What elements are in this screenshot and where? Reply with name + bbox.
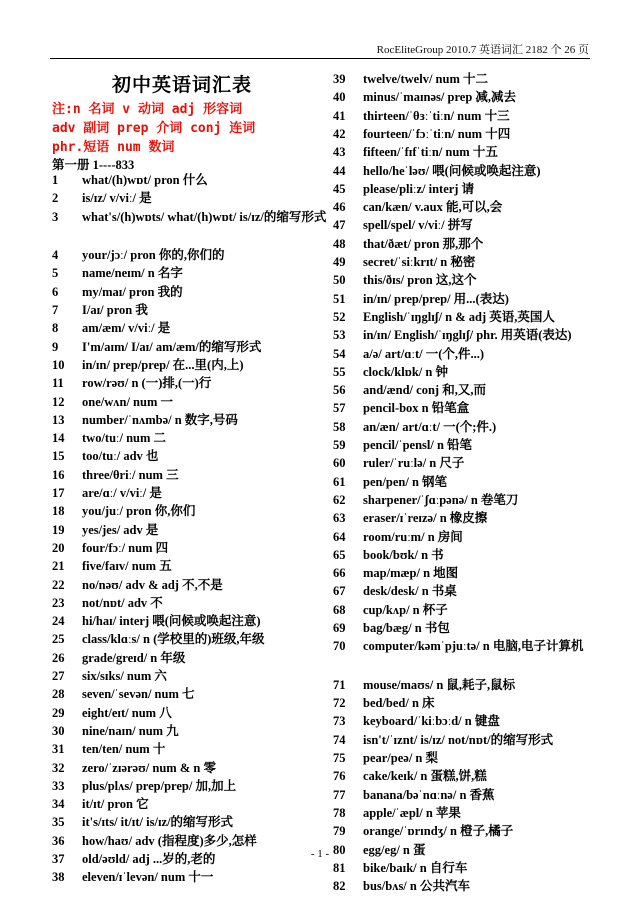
entry-number: 79 — [333, 824, 346, 839]
entry-number: 55 — [333, 364, 346, 379]
entry-number: 56 — [333, 383, 346, 398]
vocab-entry — [333, 620, 450, 636]
entry-text: in/ɪn/ English/ˈɪŋglɪʃ/ phr. 用英语(表达) — [363, 328, 572, 343]
entry-number: 67 — [333, 584, 346, 599]
entry-number: 68 — [333, 602, 346, 617]
entry-number: 76 — [333, 769, 346, 784]
entry-text: zero/ˈzɪərəʊ/ num & n 零 — [82, 760, 216, 775]
vocab-entry — [52, 796, 149, 812]
entry-text: too/tuː/ adv 也 — [82, 449, 159, 464]
entry-text: ten/ten/ num 十 — [82, 742, 166, 757]
entry-text: an/æn/ art/ɑːt/ 一(个;件.) — [363, 419, 497, 434]
vocab-entry — [333, 474, 447, 490]
entry-text: can/kæn/ v.aux 能,可以,会 — [363, 200, 503, 215]
legend-line-1: 注:n 名词 v 动词 adj 形容词 — [52, 102, 243, 117]
entry-number: 2 — [52, 191, 59, 206]
vocab-entry — [333, 510, 487, 526]
entry-text: it/ɪt/ pron 它 — [82, 797, 149, 812]
entry-text: six/sɪks/ num 六 — [82, 669, 167, 683]
entry-text: pencil-box n 铅笔盒 — [363, 401, 470, 416]
vocab-entry — [333, 126, 510, 142]
entry-text: eraser/ɪˈreɪzə/ n 橡皮擦 — [363, 511, 488, 526]
entry-text: spell/spel/ v/viː/ 拼写 — [363, 218, 473, 233]
entry-number: 10 — [52, 357, 65, 372]
vocab-entry — [52, 320, 170, 336]
entry-text: minus/ˈmaɪnəs/ prep 减,减去 — [363, 90, 517, 105]
vocab-entry — [333, 638, 613, 655]
entry-text: eleven/ɪˈlevən/ num 十一 — [82, 870, 214, 885]
entry-text: pen/pen/ n 钢笔 — [363, 474, 448, 489]
entry-number: 27 — [52, 669, 65, 683]
vocab-entry — [52, 284, 183, 300]
vocab-entry — [333, 272, 476, 288]
vocab-entry — [52, 558, 172, 574]
vocab-entry — [52, 631, 265, 647]
entry-text: plus/plʌs/ prep/prep/ 加,加上 — [82, 778, 237, 793]
vocab-entry — [333, 71, 488, 87]
entry-text: a/ə/ art/ɑːt/ 一(个,件...) — [363, 346, 485, 361]
vocab-entry — [52, 375, 211, 391]
entry-text: egg/eg/ n 蛋 — [363, 842, 426, 857]
vocab-entry — [333, 163, 541, 179]
entry-text: my/maɪ/ pron 我的 — [82, 284, 183, 299]
vocab-entry — [333, 547, 444, 563]
entry-number: 15 — [52, 449, 65, 464]
vocab-entry — [333, 199, 502, 215]
vocab-entry — [52, 668, 167, 684]
vocab-entry — [333, 750, 438, 766]
entry-number: 18 — [52, 504, 65, 519]
vocab-entry — [333, 529, 463, 545]
entry-number: 19 — [52, 522, 65, 537]
page-number: - 1 - — [310, 848, 330, 860]
entry-text: is/ɪz/ v/viː/ 是 — [82, 191, 152, 206]
entry-text: map/mæp/ n 地图 — [363, 566, 459, 581]
vocab-entry — [52, 190, 152, 206]
entry-text: pencil/ˈpensl/ n 铅笔 — [363, 438, 473, 452]
entry-text: eight/eɪt/ num 八 — [82, 705, 172, 720]
vocab-entry — [52, 448, 158, 464]
vocab-entry — [52, 741, 165, 757]
entry-text: computer/kəmˈpjuːtə/ n 电脑,电子计算机 — [363, 639, 584, 654]
vocab-entry — [52, 503, 195, 519]
entry-number: 14 — [52, 431, 65, 446]
entry-number: 72 — [333, 696, 346, 711]
vocab-entry — [333, 768, 487, 784]
vocab-entry — [333, 787, 495, 803]
entry-number: 6 — [52, 284, 59, 299]
entry-text: no/nəʊ/ adv & adj 不,不是 — [82, 577, 223, 592]
entry-number: 35 — [52, 815, 65, 830]
entry-number: 11 — [52, 376, 64, 391]
vocab-entry — [333, 878, 470, 894]
entry-text: in/ɪn/ prep/prep/ 在...里(内,上) — [82, 357, 244, 372]
entry-text: four/fɔː/ num 四 — [82, 540, 169, 555]
entry-text: what's/(h)wɒts/ what/(h)wɒt/ is/ɪz/的缩写形式 — [82, 209, 327, 224]
vocab-entry — [52, 265, 183, 281]
vocab-entry — [333, 236, 483, 252]
entry-text: book/bʊk/ n 书 — [363, 547, 444, 562]
entry-number: 13 — [52, 412, 65, 427]
entry-number: 31 — [52, 742, 65, 757]
entry-number: 9 — [52, 339, 59, 354]
vocab-entry — [52, 705, 172, 721]
entry-text: class/klɑːs/ n (学校里的)班级,年级 — [82, 632, 265, 647]
entry-number: 17 — [52, 486, 65, 500]
entry-number: 77 — [333, 787, 346, 802]
entry-number: 16 — [52, 467, 65, 482]
legend-line-2: adv 副词 prep 介词 conj 连词 — [52, 121, 256, 136]
entry-text: nine/naɪn/ num 九 — [82, 723, 179, 738]
entry-text: I/aɪ/ pron 我 — [82, 303, 148, 317]
entry-text: one/wʌn/ num 一 — [82, 394, 173, 409]
entry-number: 38 — [52, 870, 65, 885]
vocab-entry — [333, 860, 467, 876]
vocab-entry — [52, 595, 163, 611]
entry-number: 37 — [52, 852, 65, 866]
entry-text: yes/jes/ adv 是 — [82, 522, 159, 537]
entry-number: 73 — [333, 714, 346, 729]
page-title: 初中英语词汇表 — [112, 74, 253, 96]
entry-number: 4 — [52, 248, 59, 263]
entry-text: old/əʊld/ adj ...岁的,老的 — [82, 852, 216, 866]
entry-text: apple/ˈæpl/ n 苹果 — [363, 805, 461, 820]
vocab-entry — [52, 686, 195, 702]
entry-text: hi/haɪ/ interj 喂(问候或唤起注意) — [82, 614, 261, 629]
entry-number: 34 — [52, 797, 65, 812]
entry-number: 7 — [52, 303, 59, 317]
entry-text: row/rəʊ/ n (一)排,(一)行 — [82, 376, 212, 391]
vocab-entry — [333, 437, 472, 453]
entry-text: hello/heˈləʊ/ 喂(问候或唤起注意) — [363, 163, 541, 178]
entry-number: 32 — [52, 760, 65, 775]
page-header: RocEliteGroup 2010.7 英语词汇 2182 个 26 页 — [376, 44, 589, 56]
vocab-entry — [52, 485, 162, 501]
entry-text: mouse/maʊs/ n 鼠,耗子,鼠标 — [363, 677, 516, 692]
entry-text: secret/ˈsiːkrɪt/ n 秘密 — [363, 255, 476, 269]
vocab-entry — [333, 455, 464, 471]
entry-number: 26 — [52, 650, 65, 665]
vocab-entry — [52, 302, 148, 318]
entry-number: 64 — [333, 529, 346, 544]
entry-text: bus/bʌs/ n 公共汽车 — [363, 879, 470, 894]
entry-number: 12 — [52, 394, 65, 409]
vocab-entry — [333, 805, 461, 821]
entry-text: this/ðɪs/ pron 这,这个 — [363, 273, 477, 288]
entry-text: banana/bəˈnɑːnə/ n 香蕉 — [363, 787, 495, 802]
entry-number: 41 — [333, 108, 346, 123]
entry-number: 54 — [333, 346, 346, 361]
entry-text: how/haʊ/ adv (指程度)多少,怎样 — [82, 833, 257, 848]
entry-number: 59 — [333, 438, 346, 452]
entry-number: 42 — [333, 126, 346, 141]
vocab-entry — [52, 540, 168, 556]
entry-text: grade/greɪd/ n 年级 — [82, 650, 186, 665]
entry-number: 48 — [333, 236, 346, 251]
entry-number: 66 — [333, 566, 346, 581]
entry-number: 21 — [52, 559, 65, 574]
entry-text: cake/keɪk/ n 蛋糕,饼,糕 — [363, 769, 487, 784]
entry-text: bike/baɪk/ n 自行车 — [363, 860, 468, 875]
entry-text: sharpener/ˈʃɑːpənə/ n 卷笔刀 — [363, 492, 519, 507]
entry-number: 65 — [333, 547, 346, 562]
entry-number: 75 — [333, 751, 346, 765]
entry-number: 80 — [333, 842, 346, 857]
entry-number: 22 — [52, 577, 65, 592]
vocab-entry — [333, 713, 500, 729]
entry-number: 74 — [333, 732, 346, 747]
vocab-entry — [333, 217, 473, 233]
entry-text: English/ˈɪŋglɪʃ/ n & adj 英语,英国人 — [363, 309, 555, 324]
entry-text: cup/kʌp/ n 杯子 — [363, 602, 448, 617]
vocab-entry — [52, 394, 173, 410]
vocab-entry — [52, 209, 332, 226]
entry-number: 71 — [333, 677, 346, 692]
entry-number: 20 — [52, 540, 65, 555]
entry-number: 47 — [333, 218, 346, 233]
vocab-entry — [333, 254, 475, 270]
vocab-entry — [52, 814, 233, 830]
entry-text: orange/ˈɒrɪndʒ/ n 橙子,橘子 — [363, 824, 514, 839]
entry-number: 40 — [333, 90, 346, 105]
entry-number: 53 — [333, 328, 346, 343]
vocab-entry — [333, 144, 498, 160]
vocab-entry — [333, 602, 448, 618]
vocab-entry — [333, 181, 474, 197]
vocab-entry — [333, 419, 496, 435]
entry-text: bag/bæg/ n 书包 — [363, 621, 450, 635]
vocab-entry — [333, 291, 509, 307]
entry-number: 28 — [52, 687, 65, 702]
entry-number: 30 — [52, 723, 65, 738]
entry-text: your/jɔː/ pron 你的,你们的 — [82, 248, 225, 263]
entry-text: it's/ɪts/ it/ɪt/ is/ɪz/的缩写形式 — [82, 815, 234, 830]
entry-number: 62 — [333, 492, 346, 507]
entry-text: please/pliːz/ interj 请 — [363, 181, 475, 196]
book-range-label: 第一册 1----833 — [52, 158, 135, 172]
entry-number: 58 — [333, 419, 346, 434]
vocab-entry — [52, 613, 261, 629]
entry-text: pear/peə/ n 梨 — [363, 751, 438, 765]
entry-text: am/æm/ v/viː/ 是 — [82, 321, 171, 336]
vocab-entry — [333, 583, 457, 599]
entry-text: seven/ˈsevən/ num 七 — [82, 687, 195, 702]
entry-text: fourteen/ˈfɔːˈtiːn/ num 十四 — [363, 126, 511, 141]
vocab-entry — [52, 172, 208, 188]
vocab-entry — [52, 778, 236, 794]
vocab-entry — [52, 339, 261, 355]
vocab-entry — [333, 346, 484, 362]
vocab-entry — [333, 492, 518, 508]
entry-text: clock/klɒk/ n 钟 — [363, 364, 448, 379]
vocab-entry — [333, 364, 448, 380]
vocab-entry — [52, 430, 166, 446]
entry-number: 39 — [333, 72, 346, 86]
entry-number: 57 — [333, 401, 346, 416]
vocab-entry — [333, 695, 435, 711]
entry-text: what/(h)wɒt/ pron 什么 — [82, 173, 208, 187]
entry-number: 24 — [52, 614, 65, 629]
entry-number: 82 — [333, 879, 346, 894]
vocab-entry — [52, 833, 257, 849]
entry-text: number/ˈnʌmbə/ n 数字,号码 — [82, 412, 238, 427]
entry-text: twelve/twelv/ num 十二 — [363, 72, 488, 86]
vocab-entry — [333, 400, 469, 416]
vocab-entry — [333, 327, 572, 343]
vocab-entry — [333, 732, 553, 748]
entry-number: 43 — [333, 145, 346, 160]
entry-text: ruler/ˈruːlə/ n 尺子 — [363, 456, 465, 471]
entry-text: and/ænd/ conj 和,又,而 — [363, 383, 486, 398]
entry-number: 36 — [52, 833, 65, 848]
entry-text: two/tuː/ num 二 — [82, 431, 167, 446]
entry-text: thirteen/ˈθɜːˈtiːn/ num 十三 — [363, 108, 510, 123]
vocab-entry — [52, 247, 224, 263]
entry-text: in/ɪn/ prep/prep/ 用...(表达) — [363, 291, 509, 306]
entry-number: 52 — [333, 309, 346, 324]
entry-number: 49 — [333, 255, 346, 269]
entry-number: 45 — [333, 181, 346, 196]
vocab-entry — [52, 357, 244, 373]
entry-text: desk/desk/ n 书桌 — [363, 584, 457, 599]
entry-number: 51 — [333, 291, 346, 306]
entry-number: 70 — [333, 639, 346, 654]
entry-number: 25 — [52, 632, 65, 647]
entry-text: name/neɪm/ n 名字 — [82, 266, 183, 281]
vocab-entry — [52, 869, 213, 885]
entry-text: fifteen/ˈfɪfˈtiːn/ num 十五 — [363, 145, 498, 160]
vocab-entry — [52, 577, 223, 593]
vocab-entry — [52, 723, 179, 739]
entry-number: 29 — [52, 705, 65, 720]
entry-number: 1 — [52, 173, 59, 187]
vocab-entry — [52, 522, 158, 538]
entry-text: keyboard/ˈkiːbɔːd/ n 键盘 — [363, 714, 500, 729]
entry-text: isn't/ˈɪznt/ is/ɪz/ not/nɒt/的缩写形式 — [363, 732, 554, 747]
entry-text: that/ðæt/ pron 那,那个 — [363, 236, 484, 251]
vocab-entry — [333, 382, 486, 398]
entry-text: not/nɒt/ adv 不 — [82, 595, 163, 610]
vocab-entry — [52, 760, 216, 776]
entry-text: three/θriː/ num 三 — [82, 467, 179, 482]
entry-text: room/ruːm/ n 房间 — [363, 529, 463, 544]
entry-text: five/faɪv/ num 五 — [82, 559, 172, 574]
entry-number: 50 — [333, 273, 346, 288]
entry-number: 69 — [333, 621, 346, 635]
entry-text: bed/bed/ n 床 — [363, 696, 435, 711]
entry-number: 44 — [333, 163, 346, 178]
vocab-entry — [333, 309, 555, 325]
entry-number: 63 — [333, 511, 346, 526]
entry-text: are/ɑː/ v/viː/ 是 — [82, 486, 162, 500]
entry-number: 81 — [333, 860, 346, 875]
entry-number: 60 — [333, 456, 346, 471]
entry-number: 5 — [52, 266, 59, 281]
vocab-entry — [52, 412, 238, 428]
vocab-entry — [333, 89, 516, 105]
entry-text: I'm/aɪm/ I/aɪ/ am/æm/的缩写形式 — [82, 339, 262, 354]
vocab-entry — [333, 565, 458, 581]
header-divider — [50, 58, 590, 59]
vocab-entry — [52, 650, 185, 666]
entry-number: 8 — [52, 321, 59, 336]
entry-number: 23 — [52, 595, 65, 610]
vocab-entry — [333, 677, 515, 693]
vocab-entry — [333, 823, 513, 839]
entry-text: you/juː/ pron 你,你们 — [82, 504, 196, 519]
vocab-entry — [333, 108, 510, 124]
entry-number: 3 — [52, 209, 59, 224]
legend-line-3: phr.短语 num 数词 — [52, 140, 175, 155]
vocab-entry — [52, 467, 179, 483]
entry-number: 78 — [333, 805, 346, 820]
entry-number: 46 — [333, 200, 346, 215]
entry-number: 33 — [52, 778, 65, 793]
entry-number: 61 — [333, 474, 346, 489]
